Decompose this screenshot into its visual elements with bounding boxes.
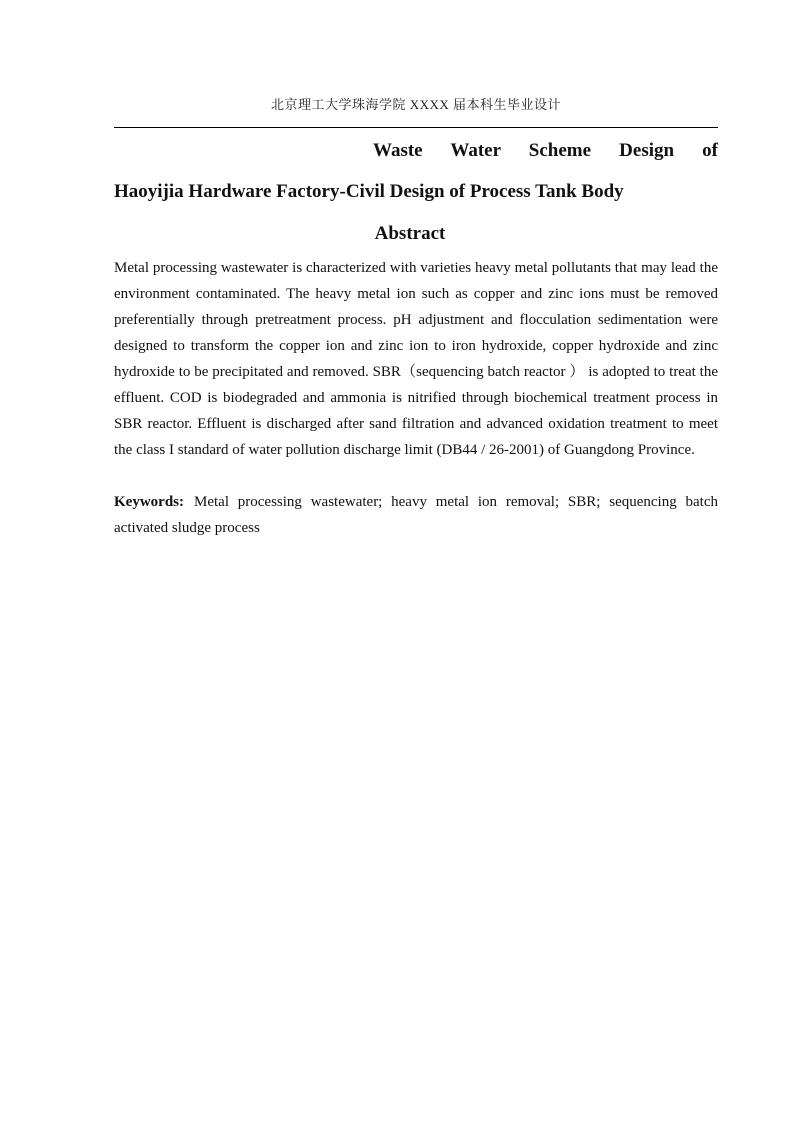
keywords-paragraph	[114, 489, 718, 541]
keywords-label: Keywords:	[114, 494, 184, 510]
title-line-2: Haoyijia Hardware Factory-Civil Design of Process Tank Body	[114, 181, 624, 202]
abstract-body: Metal processing wastewater is characterized with varieties heavy metal pollutants that may lead the environment contaminated. The heavy metal ion such as copper and zinc ions must be removed preferentially through pretreatment process. pH adjustment and flocculation sedimentation were designed to transform the copper ion and zinc ion to iron hydroxide, copper hydroxide and zinc hydroxide to be precipitated and removed. SBR（sequencing batch reactor ） is adopted to treat the effluent. COD is biodegraded and ammonia is nitrified through biochemical treatment process in SBR reactor. Effluent is discharged after sand filtration and advanced oxidation treatment to meet the class I standard of water pollution discharge limit (DB44 / 26-2001) of Guangdong Province.	[114, 260, 718, 458]
abstract-heading: Abstract	[374, 223, 446, 244]
header-divider	[114, 127, 718, 128]
page-header: 北京理工大学珠海学院 XXXX 届本科生毕业设计	[270, 97, 562, 112]
title-line-1: Waste Water Scheme Design of	[373, 140, 718, 161]
keywords-text: Metal processing wastewater; heavy metal ion removal; SBR; sequencing batch activated sludge process	[114, 494, 718, 536]
